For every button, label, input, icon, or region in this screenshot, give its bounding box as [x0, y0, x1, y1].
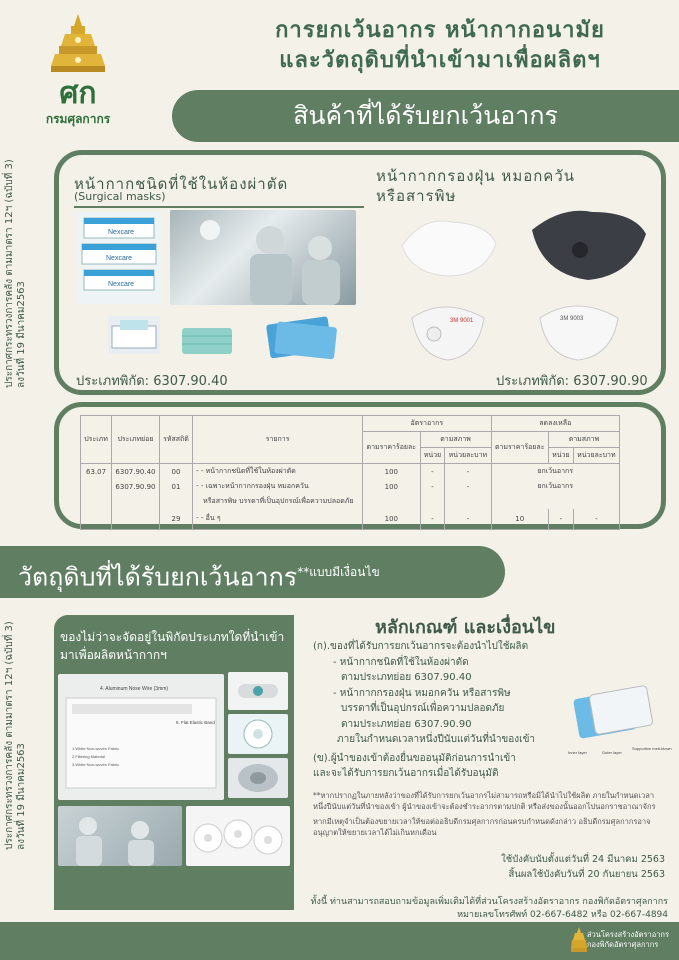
mask-material-image: [58, 674, 224, 800]
side-note-2-line2: ลงวันที่ 19 มีนาคม2563: [16, 743, 27, 850]
col-reduced: ลดลงเหลือ: [491, 416, 619, 432]
title-line-2: และวัตถุดิบที่นำเข้ามาเพื่อผลิตฯ: [279, 48, 601, 73]
green-mask-image: [176, 320, 238, 360]
exempt-products-banner: สินค้าที่ได้รับยกเว้นอากร: [172, 90, 679, 142]
cell-reduced-unit: -: [548, 509, 573, 529]
criteria-item: ภายในกำหนดเวลาหนึ่งปีนับแต่วันที่นำของเข้า: [337, 734, 536, 745]
cell-desc: - - เฉพาะหน้ากากกรองฝุ่น หมอกควัน: [193, 479, 363, 494]
cell-heading: 63.07: [81, 464, 112, 480]
criteria-list: [313, 640, 571, 783]
material-label-4: 2.Filtering Material: [72, 754, 105, 759]
col-reduced-av: ตามราคาร้อยละ: [491, 432, 548, 464]
title-line-1: การยกเว้นอากร หน้ากากอนามัย: [275, 18, 605, 43]
materials-banner-title: วัตถุดิบที่ได้รับยกเว้นอากร: [18, 562, 298, 592]
page-title: [210, 16, 670, 76]
cell-reduced: ยกเว้นอากร: [491, 464, 619, 480]
wire-spool-image: [228, 758, 288, 798]
contact-line-1: ทั้งนี้ ท่านสามารถสอบถามข้อมูลเพิ่มเติมได้ที่ส่วนโครงสร้างอัตราอากร กองพิกัดอัตราศุลกากร: [310, 897, 668, 907]
criteria-title: หลักเกณฑ์ และเงื่อนไข: [375, 617, 556, 638]
cell-desc: หรือสารพิษ บรรดาที่เป็นอุปกรณ์เพื่อความปลอดภัย: [193, 494, 363, 509]
3m-respirator-image: [404, 292, 492, 364]
crown-icon: [49, 12, 107, 74]
product-label-1: Nexcare: [108, 229, 135, 236]
note-2: หากมีเหตุจำเป็นต้องขยายเวลาให้ขอต่ออธิบดีกรมศุลกากรก่อนครบกำหนดดังกล่าว อธิบดีกรมศุลกากรอาจอนุญาตให้ขยายเวลาได้ไม่เกินหกเดือน: [313, 817, 651, 837]
mask-label-3: Supportive melt-blown: [632, 746, 672, 751]
col-duty: อัตราอากร: [363, 416, 491, 432]
surgical-mask-code: ประเภทพิกัด: 6307.90.40: [76, 374, 228, 389]
cell-reduced: ยกเว้นอากร: [491, 479, 619, 494]
materials-question: ของไม่ว่าจะจัดอยู่ในพิกัดประเภทใดที่นำเข้ามาเพื่อผลิตหน้ากากฯ: [60, 630, 285, 662]
table-row: [81, 494, 620, 509]
cell-desc: - - หน้ากากชนิดที่ใช้ในห้องผ่าตัด: [193, 464, 363, 480]
col-stat: รหัสสถิติ: [159, 416, 192, 464]
criteria-item: บรรดาที่เป็นอุปกรณ์เพื่อความปลอดภัย: [341, 703, 505, 714]
black-mask-image: [522, 200, 652, 286]
small-crown-icon: [571, 926, 587, 954]
cell-stat: 01: [159, 479, 192, 494]
note-1: **หากปรากฏในภายหลังว่าของที่ได้รับการยกเว้นอากรไม่สามารถหรือมิได้นำไปใช้ผลิต ภายในกำหนดเวลาหนึ่งปีนับแต่วันที่นำของเข้า ผู้นำของเข้าจะต้องชำระอากรตามปกติ หรือส่งของนั้นออกไปนอกราชอาณาจักร: [313, 791, 656, 811]
cell-heading: [81, 479, 112, 494]
elastic-band-image: [228, 714, 288, 754]
white-mask-image: [392, 206, 504, 288]
material-label-2: 5. Flat Elastic Band: [176, 720, 215, 725]
col-subheading: ประเภทย่อย: [112, 416, 160, 464]
date-end: สิ้นผลใช้บังคับวันที่ 20 กันยายน 2563: [508, 869, 665, 880]
table-row: [81, 509, 620, 529]
dust-mask-code: ประเภทพิกัด: 6307.90.90: [496, 374, 648, 389]
table-row: [81, 479, 620, 494]
col-duty-unit: หน่วย: [420, 448, 445, 464]
side-note-1-line1: ประกาศกระทรวงการคลัง ตามมาตรา 12ฯ (ฉบับที่ 3): [4, 159, 15, 388]
3m-mask-image: [530, 290, 626, 366]
col-desc: รายการ: [193, 416, 363, 464]
material-label-5: 3.White Non-woven Fabric: [72, 762, 120, 767]
criteria-item: และจะได้รับการยกเว้นอากรเมื่อได้รับอนุมัติ: [313, 768, 499, 779]
product-label-4: 3M 9001: [450, 318, 474, 324]
footer-line-2: กองพิกัดอัตราศุลกากร: [586, 940, 659, 949]
cell-reduced-baht: -: [573, 509, 619, 529]
side-note-2: [4, 610, 28, 850]
cell-baht: -: [445, 509, 491, 529]
mask-label-1: Inner layer: [568, 750, 587, 755]
logo-caption: กรมศุลกากร: [45, 112, 111, 126]
factory-photo: [58, 806, 182, 866]
col-reduced-baht: หน่วยละบาท: [573, 448, 619, 464]
col-duty-av: ตามราคาร้อยละ: [363, 432, 420, 464]
mask-boxes-image: [78, 212, 162, 304]
criteria-item: - หน้ากากกรองฝุ่น หมอกควัน หรือสารพิษ: [333, 687, 511, 699]
cell-unit: -: [420, 479, 445, 494]
criteria-item: - หน้ากากชนิดที่ใช้ในห้องผ่าตัด: [333, 656, 469, 668]
side-note-2-line1: ประกาศกระทรวงการคลัง ตามมาตรา 12ฯ (ฉบับที่ 3): [4, 621, 15, 850]
effective-dates: [420, 852, 665, 882]
customs-logo: [38, 12, 118, 132]
contact-info: [290, 896, 668, 922]
product-label-3: Nexcare: [108, 281, 135, 288]
col-reduced-unit: หน่วย: [548, 448, 573, 464]
material-label-1: 4. Aluminum Nose Wire (3mm): [100, 686, 169, 692]
col-heading: ประเภท: [81, 416, 112, 464]
col-duty-specific: ตามสภาพ: [420, 432, 491, 448]
surgical-mask-subheading: (Surgical masks): [74, 190, 166, 203]
cell-baht: -: [445, 464, 491, 480]
criteria-item: (ก).ของที่ได้รับการยกเว้นอากรจะต้องนำไปใช้ผลิต: [313, 641, 529, 652]
cell-reduced-av: 10: [491, 509, 548, 529]
criteria-item: (ข).ผู้นำของเข้าต้องยื่นขออนุมัติก่อนการนำเข้า: [313, 752, 516, 764]
cell-unit: -: [420, 464, 445, 480]
fabric-rolls-image: [186, 806, 290, 866]
criteria-item: ตามประเภทย่อย 6307.90.90: [341, 718, 472, 730]
mask-layers-image: [566, 680, 672, 760]
side-note-1: [4, 150, 28, 388]
cell-unit: -: [420, 509, 445, 529]
side-note-1-line2: ลงวันที่ 19 มีนาคม2563: [16, 281, 27, 388]
heading-underline: [74, 206, 364, 208]
material-label-3: 1.White Non-woven Fabric: [72, 746, 120, 751]
logo-mark: ศก: [59, 76, 97, 111]
cell-baht: -: [445, 479, 491, 494]
nose-wire-image: [228, 672, 288, 710]
cell-stat: 29: [159, 509, 192, 529]
cell-desc: - - อื่น ๆ: [193, 509, 363, 529]
footer-line-1: ส่วนโครงสร้างอัตราอากร: [586, 930, 669, 939]
notes: [313, 790, 663, 838]
col-reduced-specific: ตามสภาพ: [548, 432, 619, 448]
mask-box-image: [108, 316, 160, 354]
col-duty-baht: หน่วยละบาท: [445, 448, 491, 464]
cell-sub: 6307.90.40: [112, 464, 160, 480]
exempt-materials-banner: [0, 546, 505, 598]
product-label-2: Nexcare: [106, 255, 133, 262]
product-label-5: 3M 9003: [560, 316, 584, 322]
surgical-mask-heading: หน้ากากชนิดที่ใช้ในห้องผ่าตัด: [74, 175, 289, 193]
cell-stat: 00: [159, 464, 192, 480]
criteria-item: ตามประเภทย่อย 6307.90.40: [341, 672, 472, 683]
cell-av: 100: [363, 479, 420, 494]
date-start: ใช้บังคับนับตั้งแต่วันที่ 24 มีนาคม 2563: [501, 854, 665, 865]
dust-mask-heading-line1: หน้ากากกรองฝุ่น หมอกควัน: [376, 167, 576, 185]
materials-banner-note: **แบบมีเงื่อนไข: [297, 565, 380, 579]
tariff-table: [80, 415, 620, 530]
cell-av: 100: [363, 464, 420, 480]
cell-sub: 6307.90.90: [112, 479, 160, 494]
footer-text: [587, 930, 669, 950]
table-row: [81, 464, 620, 480]
blue-masks-image: [262, 310, 344, 364]
surgery-photo: [170, 210, 356, 305]
contact-line-2: หมายเลขโทรศัพท์ 02-667-6482 หรือ 02-667-4894: [457, 910, 668, 920]
cell-av: 100: [363, 509, 420, 529]
dust-mask-heading-line2: หรือสารพิษ: [376, 187, 457, 205]
mask-label-2: Outer layer: [602, 750, 622, 755]
